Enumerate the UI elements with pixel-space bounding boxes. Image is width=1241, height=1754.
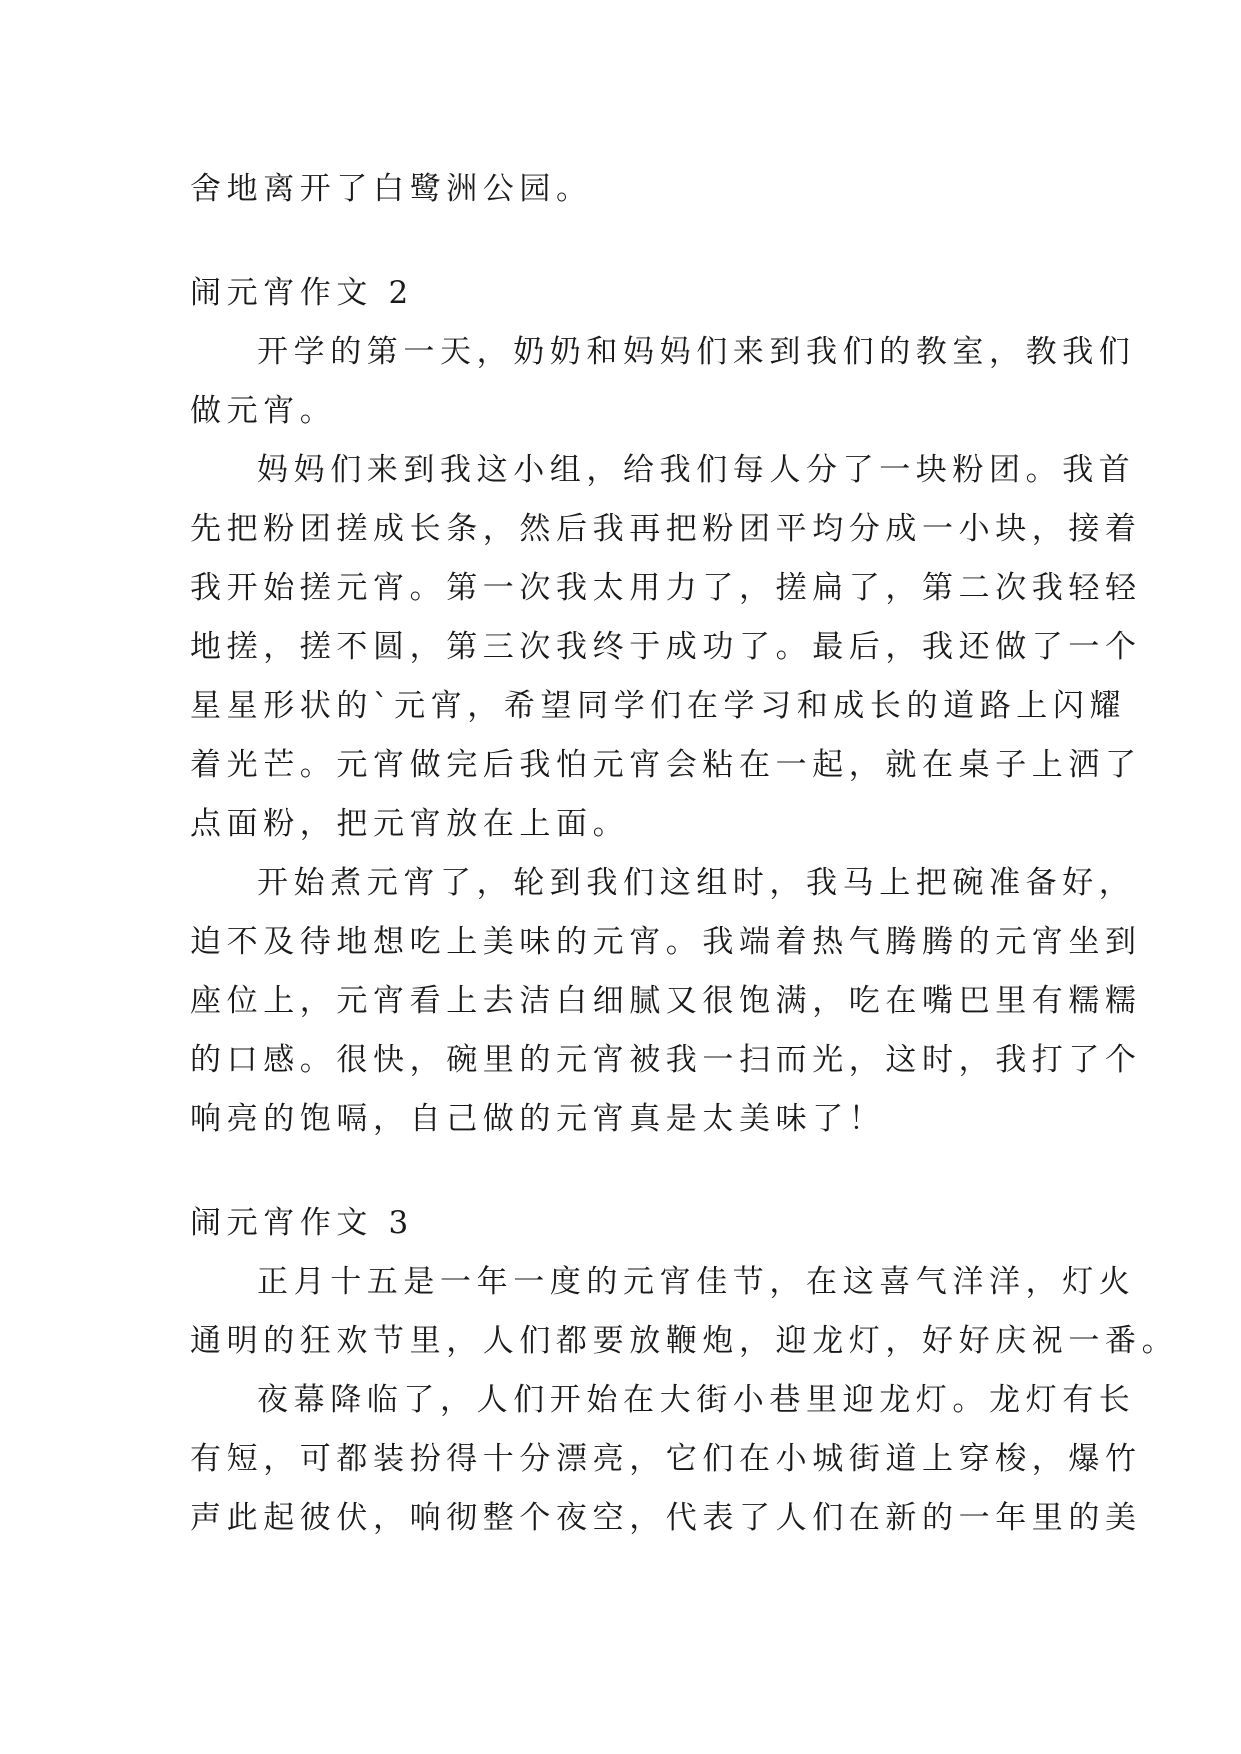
text-line: 开学的第一天，奶奶和妈妈们来到我们的教室，教我们 xyxy=(257,334,1136,370)
text-line: 有短，可都装扮得十分漂亮，它们在小城街道上穿梭，爆竹 xyxy=(190,1441,1142,1477)
text-line: 声此起彼伏，响彻整个夜空，代表了人们在新的一年里的美 xyxy=(190,1500,1142,1536)
section-heading: 闹元宵作文 2 xyxy=(190,275,414,311)
text-line: 开始煮元宵了，轮到我们这组时，我马上把碗准备好， xyxy=(257,865,1136,901)
text-line: 先把粉团搓成长条，然后我再把粉团平均分成一小块，接着 xyxy=(190,511,1142,547)
text-line: 地搓，搓不圆，第三次我终于成功了。最后，我还做了一个 xyxy=(190,629,1142,665)
text-line: 我开始搓元宵。第一次我太用力了，搓扁了，第二次我轻轻 xyxy=(190,570,1142,606)
text-line: 舍地离开了白鹭洲公园。 xyxy=(190,171,593,207)
text-line: 正月十五是一年一度的元宵佳节，在这喜气洋洋，灯火 xyxy=(257,1264,1136,1300)
text-line: 点面粉，把元宵放在上面。 xyxy=(190,806,630,842)
text-line: 妈妈们来到我这小组，给我们每人分了一块粉团。我首 xyxy=(257,452,1136,488)
text-line: 通明的狂欢节里，人们都要放鞭炮，迎龙灯，好好庆祝一番。 xyxy=(190,1323,1179,1359)
text-line: 着光芒。元宵做完后我怕元宵会粘在一起，就在桌子上洒了 xyxy=(190,747,1142,783)
section-spacer xyxy=(190,1149,1052,1194)
text-line: 的口感。很快，碗里的元宵被我一扫而光，这时，我打了个 xyxy=(190,1042,1142,1078)
section-spacer xyxy=(190,219,1052,264)
text-line: 星星形状的`元宵，希望同学们在学习和成长的道路上闪耀 xyxy=(190,688,1127,724)
text-line: 响亮的饱嗝，自己做的元宵真是太美味了！ xyxy=(190,1101,886,1137)
text-line: 夜幕降临了，人们开始在大街小巷里迎龙灯。龙灯有长 xyxy=(257,1382,1136,1418)
section-heading: 闹元宵作文 3 xyxy=(190,1205,414,1241)
text-line: 座位上，元宵看上去洁白细腻又很饱满，吃在嘴巴里有糯糯 xyxy=(190,983,1142,1019)
text-line: 迫不及待地想吃上美味的元宵。我端着热气腾腾的元宵坐到 xyxy=(190,924,1142,960)
text-line: 做元宵。 xyxy=(190,393,337,429)
document-body xyxy=(190,160,1179,1548)
